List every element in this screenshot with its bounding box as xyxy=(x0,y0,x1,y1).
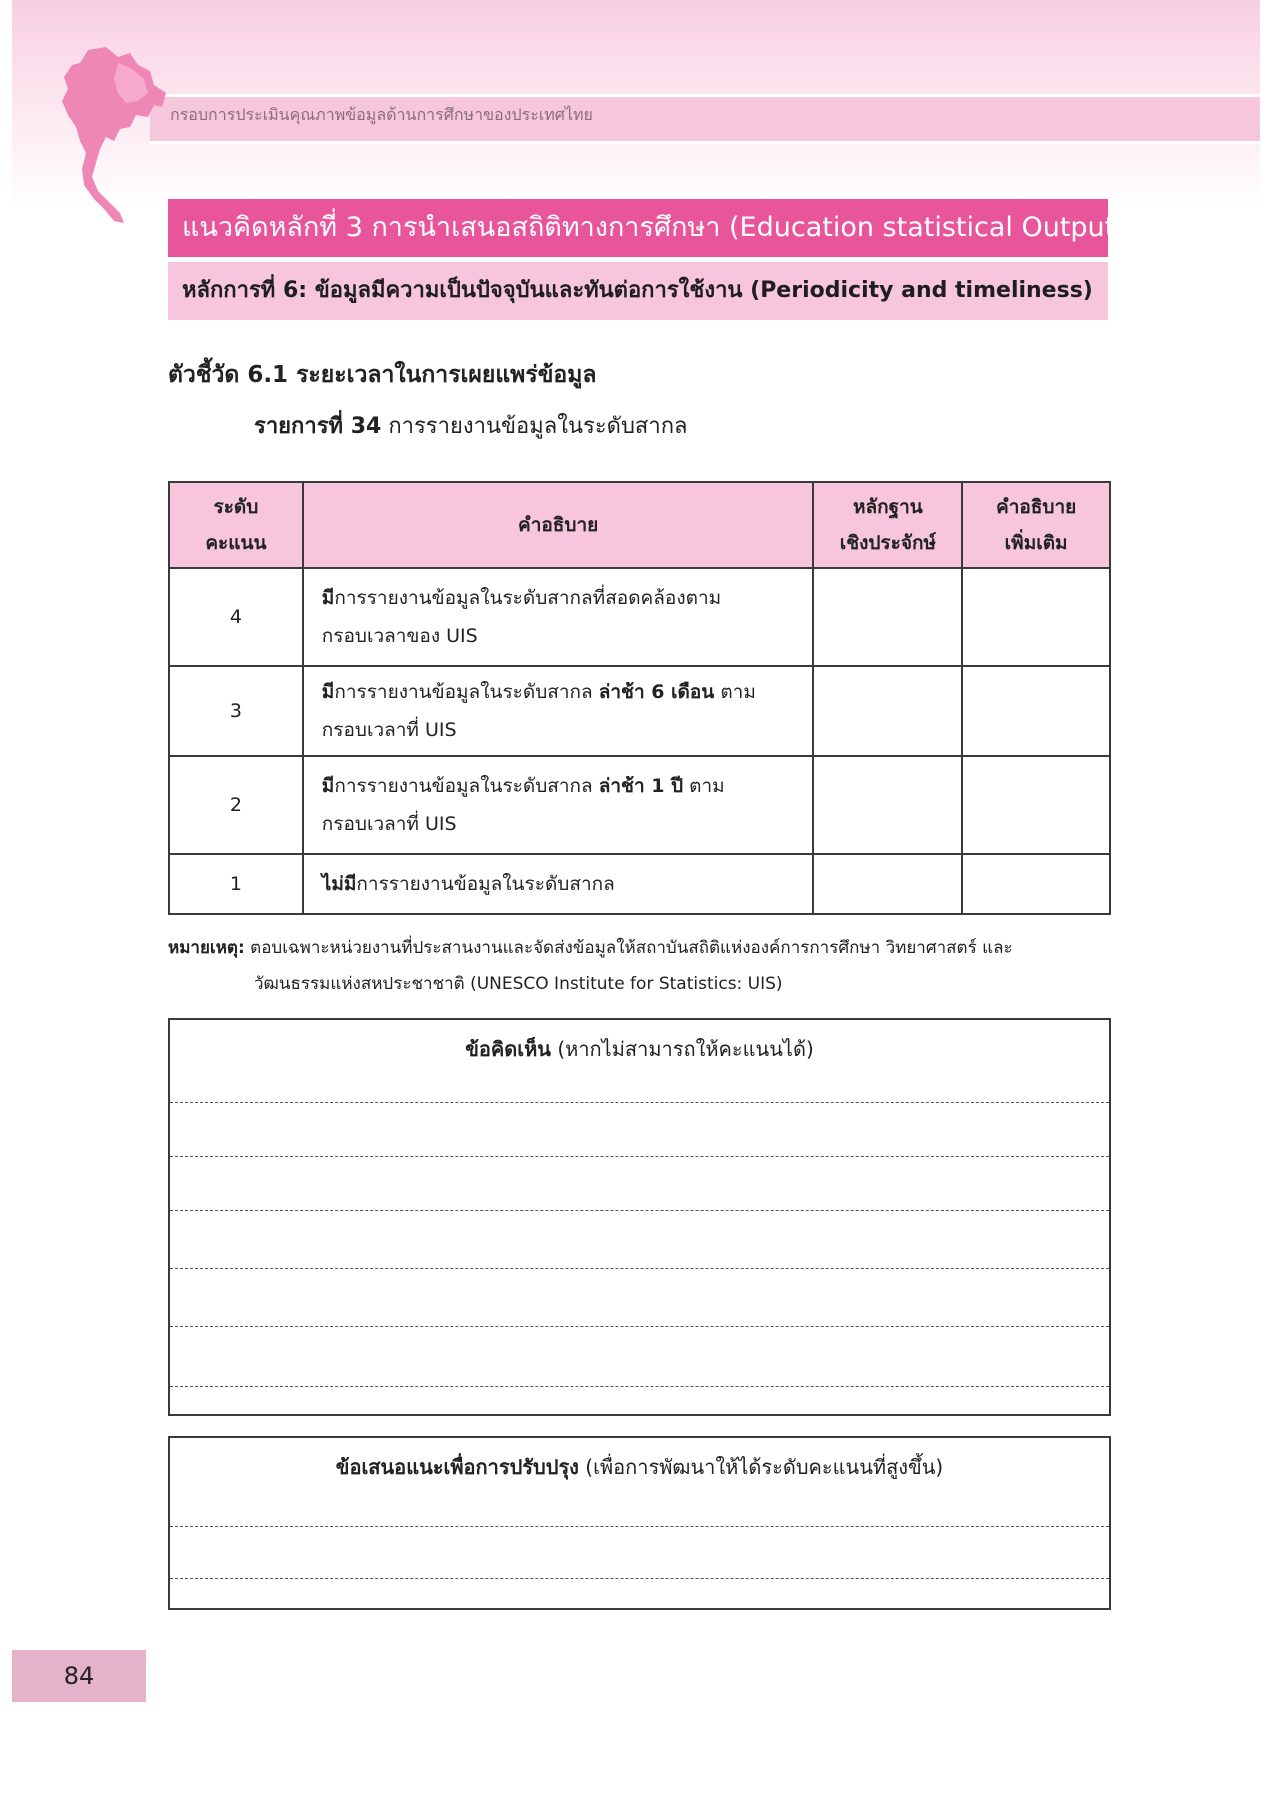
table-header-row xyxy=(169,482,1110,568)
desc-text: การรายงานข้อมูลในระดับสากล xyxy=(334,775,599,797)
concept-title: แนวคิดหลักที่ 3 การนำเสนอสถิติทางการศึกษา (Education statistical Outputs) xyxy=(168,199,1108,257)
comment-line[interactable] xyxy=(170,1326,1109,1327)
evidence-cell[interactable] xyxy=(813,666,962,756)
comment-title-rest: (หากไม่สามารถให้คะแนนได้) xyxy=(550,1037,814,1061)
page-number: 84 xyxy=(12,1650,146,1702)
desc-text: การรายงานข้อมูลในระดับสากล xyxy=(356,873,615,895)
desc-bold: ไม่มี xyxy=(321,873,357,895)
desc-line2: กรอบเวลาของ UIS xyxy=(321,625,478,647)
header-evidence xyxy=(813,482,962,568)
comment-line[interactable] xyxy=(170,1386,1109,1387)
suggestion-box[interactable] xyxy=(168,1436,1111,1610)
comment-title-bold: ข้อคิดเห็น xyxy=(465,1037,551,1061)
suggestion-title-rest: (เพื่อการพัฒนาให้ได้ระดับคะแนนที่สูงขึ้น) xyxy=(578,1455,944,1479)
footnote xyxy=(168,930,1113,1002)
desc-text: การรายงานข้อมูลในระดับสากลที่สอดคล้องตาม xyxy=(334,587,722,609)
extra-cell[interactable] xyxy=(962,854,1110,914)
desc-bold: มี xyxy=(321,775,335,797)
description-cell xyxy=(303,854,814,914)
level-cell: 4 xyxy=(169,568,303,666)
desc-text: การรายงานข้อมูลในระดับสากล xyxy=(334,681,599,703)
footnote-line2: วัฒนธรรมแห่งสหประชาชาติ (UNESCO Institute for Statistics: UIS) xyxy=(254,974,783,994)
table-row xyxy=(169,854,1110,914)
extra-cell[interactable] xyxy=(962,568,1110,666)
footnote-text1: ตอบเฉพาะหน่วยงานที่ประสานงานและจัดส่งข้อมูลให้สถาบันสถิติแห่งองค์การการศึกษา วิทยาศาสตร์ และ xyxy=(244,938,1013,958)
desc-bold: มี xyxy=(321,681,335,703)
table-row xyxy=(169,568,1110,666)
suggestion-line[interactable] xyxy=(170,1578,1109,1579)
suggestion-box-title xyxy=(170,1452,1109,1482)
desc-bold: มี xyxy=(321,587,335,609)
indicator-heading: ตัวชี้วัด 6.1 ระยะเวลาในการเผยแพร่ข้อมูล xyxy=(168,362,597,388)
item-text: การรายงานข้อมูลในระดับสากล xyxy=(381,414,688,439)
desc-text-end: ตาม xyxy=(683,775,725,797)
level-cell: 2 xyxy=(169,756,303,854)
extra-cell[interactable] xyxy=(962,756,1110,854)
header-level-line2: คะแนน xyxy=(205,532,267,554)
suggestion-line[interactable] xyxy=(170,1526,1109,1527)
item-label: รายการที่ 34 xyxy=(254,414,382,439)
running-header: กรอบการประเมินคุณภาพข้อมูลด้านการศึกษาของประเทศไทย xyxy=(170,105,593,124)
comment-line[interactable] xyxy=(170,1156,1109,1157)
evidence-cell[interactable] xyxy=(813,854,962,914)
extra-cell[interactable] xyxy=(962,666,1110,756)
header-description: คำอธิบาย xyxy=(303,482,814,568)
desc-line2: กรอบเวลาที่ UIS xyxy=(321,813,457,835)
footnote-line1 xyxy=(168,930,1113,966)
evidence-cell[interactable] xyxy=(813,568,962,666)
header-extra xyxy=(962,482,1110,568)
desc-bold-mid: ล่าช้า 1 ปี xyxy=(598,775,684,797)
scoring-table xyxy=(168,481,1111,915)
description-cell xyxy=(303,666,814,756)
desc-line2: กรอบเวลาที่ UIS xyxy=(321,719,457,741)
header-level xyxy=(169,482,303,568)
header-evidence-line1: หลักฐาน xyxy=(852,496,923,518)
header-extra-line2: เพิ่มเติม xyxy=(1004,532,1068,554)
comment-line[interactable] xyxy=(170,1210,1109,1211)
suggestion-title-bold: ข้อเสนอแนะเพื่อการปรับปรุง xyxy=(335,1455,579,1479)
comment-box-title xyxy=(170,1034,1109,1064)
thailand-map-icon xyxy=(58,45,168,225)
comment-line[interactable] xyxy=(170,1102,1109,1103)
evidence-cell[interactable] xyxy=(813,756,962,854)
principle-title: หลักการที่ 6: ข้อมูลมีความเป็นปัจจุบันและทันต่อการใช้งาน (Periodicity and timeliness) xyxy=(168,262,1108,320)
description-cell xyxy=(303,568,814,666)
level-cell: 3 xyxy=(169,666,303,756)
header-evidence-line2: เชิงประจักษ์ xyxy=(839,532,937,554)
desc-text-end: ตาม xyxy=(714,681,756,703)
table-row xyxy=(169,666,1110,756)
description-cell xyxy=(303,756,814,854)
item-heading xyxy=(254,408,688,443)
header-extra-line1: คำอธิบาย xyxy=(996,496,1077,518)
table-row xyxy=(169,756,1110,854)
desc-bold-mid: ล่าช้า 6 เดือน xyxy=(598,681,715,703)
level-cell: 1 xyxy=(169,854,303,914)
comment-line[interactable] xyxy=(170,1268,1109,1269)
header-level-line1: ระดับ xyxy=(213,496,259,518)
comment-box[interactable] xyxy=(168,1018,1111,1416)
footnote-label: หมายเหตุ: xyxy=(168,938,245,958)
